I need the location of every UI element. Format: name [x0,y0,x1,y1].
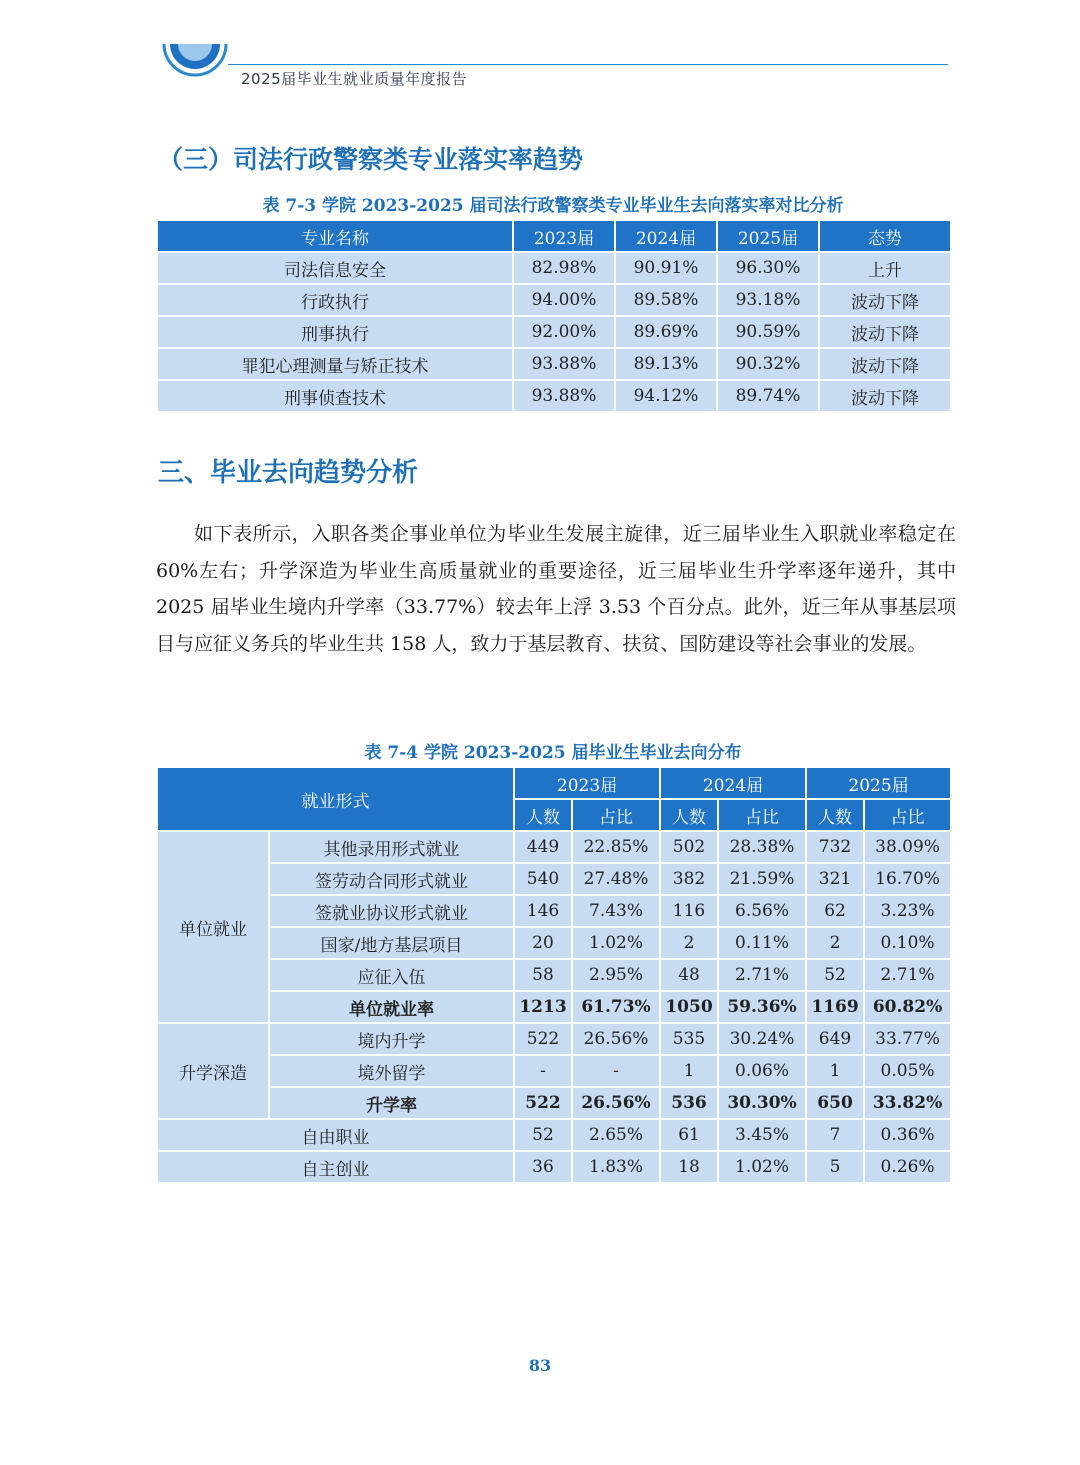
header-cell: 2024届 [615,220,717,252]
cell: 94.12% [615,380,717,412]
cell: 5 [806,1151,864,1183]
cell: 93.18% [717,284,819,316]
cell: 52 [514,1119,572,1151]
cell: 上升 [819,252,951,284]
cell: 89.13% [615,348,717,380]
cell: 罪犯心理测量与矫正技术 [157,348,513,380]
cell: 48 [660,959,718,991]
table-total-row [157,1087,951,1119]
cell: 波动下降 [819,380,951,412]
cell: 波动下降 [819,284,951,316]
cell: 382 [660,863,718,895]
table-row [157,284,951,316]
cell: 33.82% [864,1087,951,1119]
cell: 波动下降 [819,316,951,348]
cell: 58 [514,959,572,991]
cell: 3.23% [864,895,951,927]
cell: 7 [806,1119,864,1151]
table-row [157,863,951,895]
table-major-rates [156,219,952,413]
table-row [157,1119,951,1151]
cell: 6.56% [718,895,806,927]
cell: 20 [514,927,572,959]
table-row [157,927,951,959]
cell: 89.74% [717,380,819,412]
header-cell: 就业形式 [157,767,514,831]
table2-caption: 表 7-4 学院 2023-2025 届毕业生毕业去向分布 [364,743,742,763]
cell: 116 [660,895,718,927]
cell: 33.77% [864,1023,951,1055]
header-cell: 2024届 [660,767,806,799]
cell: 升学率 [269,1087,514,1119]
table-row [157,1023,951,1055]
header-cell: 占比 [864,799,951,831]
cell: 36 [514,1151,572,1183]
cell: 0.36% [864,1119,951,1151]
cell: 1050 [660,991,718,1023]
cell: - [572,1055,660,1087]
cell: 89.69% [615,316,717,348]
cell: 522 [514,1087,572,1119]
section-title-trend: （三）司法行政警察类专业落实率趋势 [158,145,584,174]
cell: 其他录用形式就业 [269,831,514,863]
header-cell: 2025届 [717,220,819,252]
header-cell: 占比 [572,799,660,831]
cell: 649 [806,1023,864,1055]
table-row [157,959,951,991]
cell: 刑事侦查技术 [157,380,513,412]
cell: 82.98% [513,252,615,284]
cell: 321 [806,863,864,895]
cell: 境外留学 [269,1055,514,1087]
cell: 146 [514,895,572,927]
cell: 52 [806,959,864,991]
cell: 90.59% [717,316,819,348]
cell: 境内升学 [269,1023,514,1055]
cell: 0.05% [864,1055,951,1087]
cell: 93.88% [513,380,615,412]
table-total-row [157,991,951,1023]
cell: 司法信息安全 [157,252,513,284]
header-cell: 人数 [806,799,864,831]
table-row [157,316,951,348]
header-cell: 人数 [514,799,572,831]
cell: 26.56% [572,1087,660,1119]
cell: 61.73% [572,991,660,1023]
header-cell: 2023届 [513,220,615,252]
cell: 522 [514,1023,572,1055]
cell: 449 [514,831,572,863]
cell: 90.32% [717,348,819,380]
table-row [157,895,951,927]
cell: 2.71% [718,959,806,991]
cell: 502 [660,831,718,863]
cell: 92.00% [513,316,615,348]
page-number: 83 [528,1356,552,1375]
cell: 59.36% [718,991,806,1023]
cell: 2 [806,927,864,959]
header-rule [228,64,948,65]
cell: 21.59% [718,863,806,895]
cell: 签就业协议形式就业 [269,895,514,927]
cell: 2.71% [864,959,951,991]
cell: 61 [660,1119,718,1151]
cell: 93.88% [513,348,615,380]
cell: 536 [660,1087,718,1119]
header-cell: 2025届 [806,767,951,799]
cell: 18 [660,1151,718,1183]
cell: 1 [806,1055,864,1087]
cell: 1213 [514,991,572,1023]
page-header [0,0,1080,110]
cell: 650 [806,1087,864,1119]
cell: 732 [806,831,864,863]
body-paragraph [156,516,956,662]
cell: 0.11% [718,927,806,959]
cell: 27.48% [572,863,660,895]
cell: - [514,1055,572,1087]
cell: 1.83% [572,1151,660,1183]
table-row [157,348,951,380]
cell: 自主创业 [157,1151,514,1183]
paragraph-text: 如下表所示，入职各类企事业单位为毕业生发展主旋律，近三届毕业生入职就业率稳定在 60%左右；升学深造为毕业生高质量就业的重要途径，近三届毕业生升学率逐年递升，其中 2025 届毕业生境内升学率（33.77%）较去年上浮 3.53 个百分点。此外，近三年从事基层项目与应征义务兵的毕业生共 158 人，致力于基层教育、扶贫、国防建设等社会事业的发展。 [156,523,956,655]
table-row [157,380,951,412]
cell: 60.82% [864,991,951,1023]
cell: 波动下降 [819,348,951,380]
cell: 62 [806,895,864,927]
cell: 16.70% [864,863,951,895]
cell: 1169 [806,991,864,1023]
cell: 26.56% [572,1023,660,1055]
section-title-destination: 三、毕业去向趋势分析 [158,458,419,488]
cell: 30.24% [718,1023,806,1055]
cell: 38.09% [864,831,951,863]
cell: 89.58% [615,284,717,316]
cell: 1.02% [572,927,660,959]
header-cell: 专业名称 [157,220,513,252]
table-row [157,1151,951,1183]
header-cell: 占比 [718,799,806,831]
table-row [157,252,951,284]
cell: 96.30% [717,252,819,284]
cell: 28.38% [718,831,806,863]
cell: 2.65% [572,1119,660,1151]
header-cell: 2023届 [514,767,660,799]
cell: 94.00% [513,284,615,316]
table-destination-distribution [156,766,952,1184]
table-header-row [157,767,951,799]
cell: 22.85% [572,831,660,863]
cell: 0.06% [718,1055,806,1087]
table-header-row [157,220,951,252]
cell: 0.26% [864,1151,951,1183]
cell: 0.10% [864,927,951,959]
cell: 自由职业 [157,1119,514,1151]
cell: 7.43% [572,895,660,927]
cell: 2 [660,927,718,959]
cell: 1.02% [718,1151,806,1183]
cell: 3.45% [718,1119,806,1151]
cell: 2.95% [572,959,660,991]
table1-caption: 表 7-3 学院 2023-2025 届司法行政警察类专业毕业生去向落实率对比分析 [262,196,844,216]
cell: 行政执行 [157,284,513,316]
cell: 签劳动合同形式就业 [269,863,514,895]
cell: 1 [660,1055,718,1087]
group-cell: 单位就业 [157,831,269,1023]
cell: 90.91% [615,252,717,284]
cell: 单位就业率 [269,991,514,1023]
report-logo-icon [160,40,230,100]
header-cell: 人数 [660,799,718,831]
cell: 国家/地方基层项目 [269,927,514,959]
table-row [157,831,951,863]
group-cell: 升学深造 [157,1023,269,1119]
cell: 应征入伍 [269,959,514,991]
cell: 刑事执行 [157,316,513,348]
header-title: 2025届毕业生就业质量年度报告 [241,70,468,88]
cell: 30.30% [718,1087,806,1119]
cell: 540 [514,863,572,895]
table-row [157,1055,951,1087]
cell: 535 [660,1023,718,1055]
header-cell: 态势 [819,220,951,252]
